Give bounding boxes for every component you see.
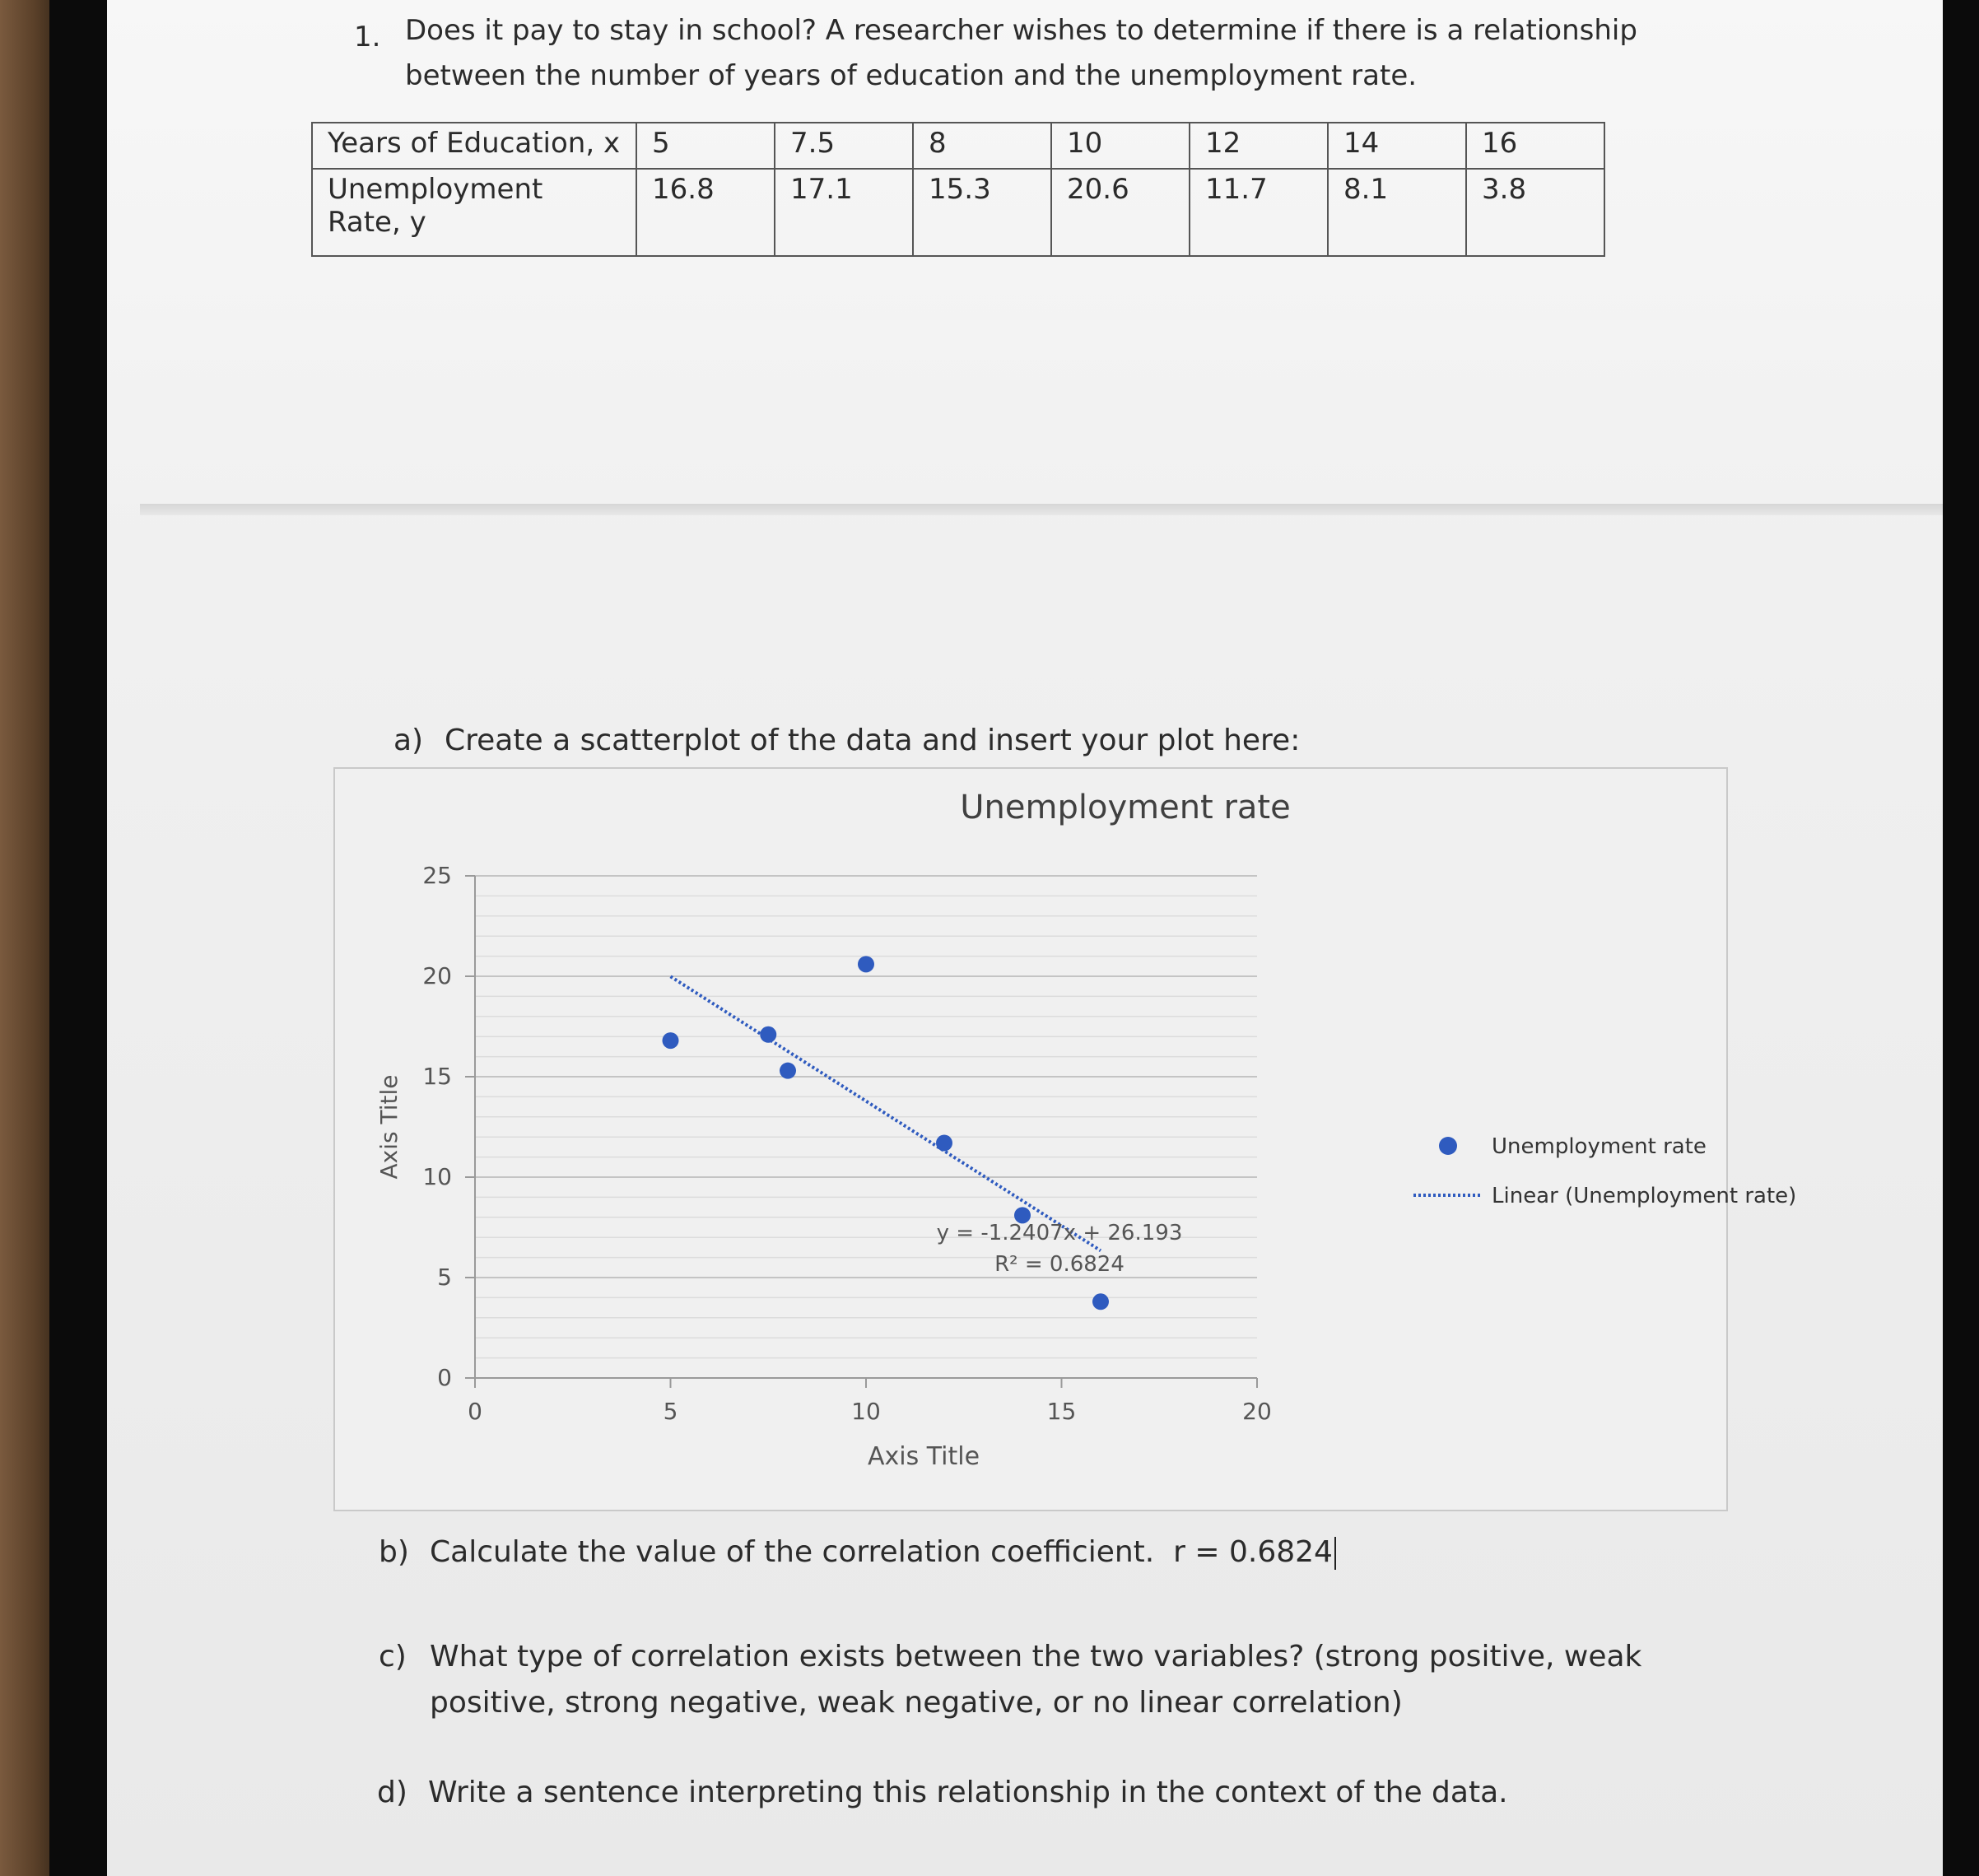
part-d-text: Write a sentence interpreting this relationship in the context of the data. bbox=[428, 1776, 1508, 1809]
y-tick-label: 15 bbox=[422, 1063, 452, 1090]
table-cell: 8.1 bbox=[1328, 169, 1466, 256]
part-b-label: b) bbox=[379, 1535, 409, 1569]
part-a bbox=[393, 718, 1300, 764]
table-cell: 16 bbox=[1466, 123, 1604, 169]
table-cell: 20.6 bbox=[1051, 169, 1190, 256]
table-cell: 10 bbox=[1051, 123, 1190, 169]
table-header-y: Unemployment Rate, y bbox=[312, 169, 636, 256]
legend-marker-icon bbox=[1439, 1137, 1457, 1155]
chart-title: Unemployment rate bbox=[960, 789, 1291, 826]
data-point bbox=[760, 1026, 776, 1043]
trendline bbox=[671, 976, 1101, 1250]
chart-gridlines bbox=[475, 876, 1257, 1358]
trendline-equation: y = -1.2407x + 26.193 bbox=[936, 1221, 1183, 1245]
data-point bbox=[663, 1032, 679, 1049]
part-a-label: a) bbox=[393, 724, 424, 757]
x-tick-label: 5 bbox=[663, 1398, 678, 1425]
y-tick-label: 0 bbox=[437, 1364, 452, 1391]
legend-trendline-label: Linear (Unemployment rate) bbox=[1492, 1184, 1797, 1208]
table-cell: 14 bbox=[1328, 123, 1466, 169]
table-cell: 7.5 bbox=[775, 123, 913, 169]
question-number: 1. bbox=[354, 21, 381, 54]
table-cell: 12 bbox=[1190, 123, 1328, 169]
part-a-text: Create a scatterplot of the data and insert your plot here: bbox=[445, 724, 1301, 757]
table-header-x: Years of Education, x bbox=[312, 123, 636, 169]
correlation-answer-field[interactable]: r = 0.6824 bbox=[1173, 1535, 1333, 1569]
table-row-y bbox=[312, 169, 1604, 256]
trendline-group bbox=[671, 976, 1101, 1250]
x-tick-label: 15 bbox=[1046, 1398, 1077, 1425]
chart-container[interactable] bbox=[333, 767, 1797, 1511]
part-c-text: What type of correlation exists between the two variables? (strong positive, weak positive, strong negative, weak negative, or no linear correlation) bbox=[430, 1640, 1642, 1720]
table-cell: 17.1 bbox=[775, 169, 913, 256]
part-c bbox=[379, 1634, 1663, 1726]
part-d bbox=[377, 1770, 1508, 1816]
table-cell: 8 bbox=[913, 123, 1051, 169]
table-cell: 11.7 bbox=[1190, 169, 1328, 256]
x-tick-label: 0 bbox=[468, 1398, 482, 1425]
trendline-r-squared: R² = 0.6824 bbox=[994, 1252, 1125, 1277]
text-cursor bbox=[1334, 1537, 1336, 1570]
data-point bbox=[1092, 1293, 1109, 1310]
y-tick-label: 25 bbox=[422, 862, 452, 889]
chart-axes bbox=[422, 862, 1271, 1425]
scatter-chart bbox=[335, 769, 1797, 1510]
data-point bbox=[780, 1063, 796, 1079]
page-separator bbox=[140, 504, 1943, 515]
x-tick-label: 10 bbox=[851, 1398, 881, 1425]
table-row-x bbox=[312, 123, 1604, 169]
question-text: Does it pay to stay in school? A researcher wishes to determine if there is a relationship between the number of years of education and the unemployment rate. bbox=[405, 14, 1637, 92]
y-axis-title: Axis Title bbox=[375, 1074, 403, 1180]
x-axis-title: Axis Title bbox=[867, 1442, 980, 1471]
table-cell: 5 bbox=[636, 123, 775, 169]
y-tick-label: 10 bbox=[422, 1163, 452, 1190]
part-b bbox=[379, 1529, 1336, 1576]
x-tick-label: 20 bbox=[1242, 1398, 1272, 1425]
y-tick-label: 5 bbox=[437, 1264, 452, 1291]
data-table bbox=[311, 122, 1605, 257]
table-cell: 15.3 bbox=[913, 169, 1051, 256]
part-d-label: d) bbox=[377, 1776, 407, 1809]
part-b-text: Calculate the value of the correlation coefficient. bbox=[430, 1535, 1155, 1569]
table-cell: 3.8 bbox=[1466, 169, 1604, 256]
part-c-label: c) bbox=[379, 1640, 407, 1674]
y-tick-label: 20 bbox=[422, 962, 452, 989]
data-point bbox=[858, 956, 874, 972]
table-cell: 16.8 bbox=[636, 169, 775, 256]
data-point bbox=[936, 1135, 952, 1152]
legend-series-label: Unemployment rate bbox=[1492, 1134, 1707, 1159]
